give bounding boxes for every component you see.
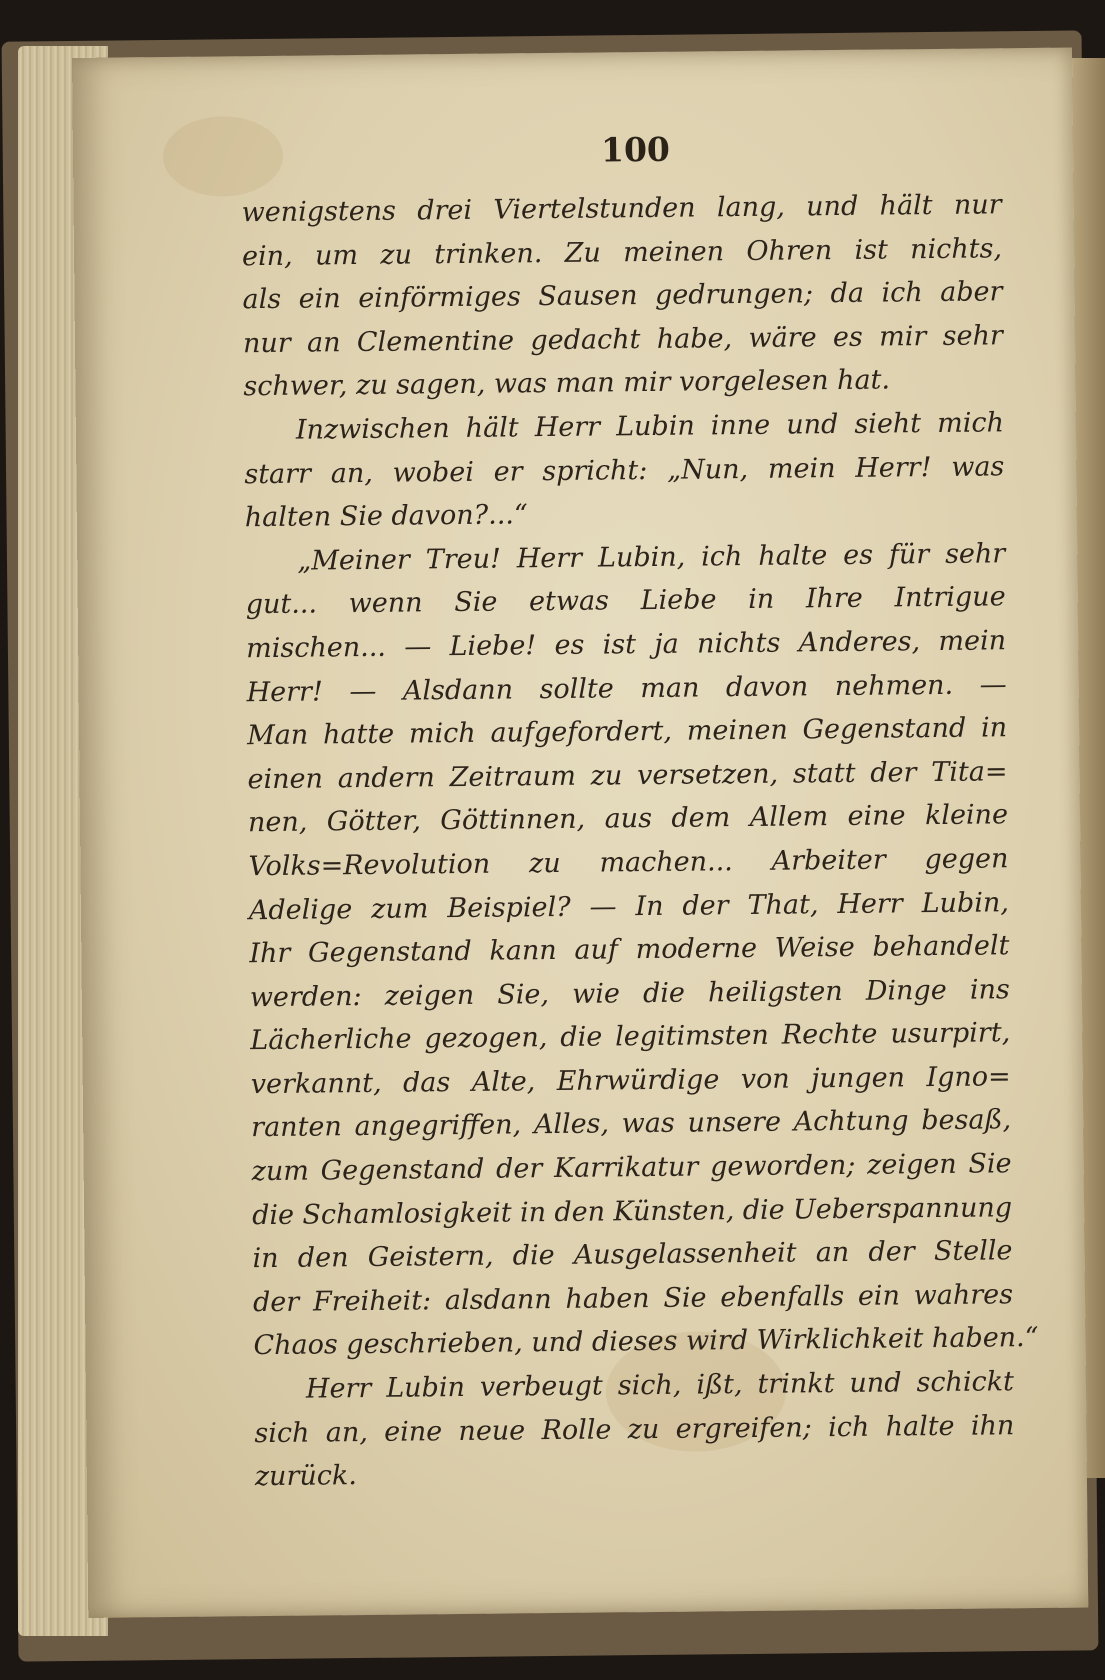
word: wenigstens — [241, 195, 397, 229]
word: zeigen — [867, 1148, 957, 1181]
word: Anderes, — [798, 626, 921, 659]
word: als — [242, 284, 282, 316]
word: versetzen, — [636, 758, 779, 791]
word: an, — [325, 1416, 368, 1449]
word: verkannt, — [250, 1067, 382, 1101]
word: Götter, — [326, 805, 422, 838]
word: kleine — [924, 799, 1009, 832]
word: hält — [879, 189, 933, 222]
word: gedacht — [530, 323, 641, 356]
word: gegen — [924, 843, 1009, 876]
word: Künsten, — [613, 1194, 735, 1228]
word: alsdann — [444, 1283, 552, 1317]
word: verbeugt — [479, 1370, 603, 1403]
word: und — [786, 408, 839, 441]
page-number: 100 — [600, 129, 671, 170]
word: aber — [940, 276, 1003, 309]
word: nur — [242, 327, 291, 360]
word: Arbeiter — [771, 844, 886, 877]
word: Zeitraum — [449, 760, 577, 793]
word: gut... — [245, 588, 318, 621]
word: um — [314, 239, 359, 272]
word: Ihre — [805, 583, 863, 615]
word: Ueberspannung — [792, 1191, 1013, 1226]
word: geworden; — [709, 1149, 856, 1183]
word: sieht — [854, 408, 922, 440]
word: zum — [370, 892, 429, 925]
word: werden: — [249, 980, 362, 1013]
word: — — [589, 890, 617, 923]
word: hält — [465, 412, 519, 444]
word: wäre — [748, 322, 817, 354]
word: mein — [767, 452, 836, 485]
word: Zu — [564, 237, 601, 269]
word: von — [740, 1063, 790, 1095]
word: den — [554, 1196, 606, 1228]
word: Viertelstunden — [493, 192, 696, 226]
word: Tita= — [931, 755, 1008, 788]
word: Karrikatur — [553, 1151, 699, 1185]
word: zum — [251, 1155, 310, 1188]
word: Volks=Revolution — [248, 848, 491, 883]
word: was — [951, 450, 1005, 483]
word: was — [621, 1108, 675, 1140]
word: Achtung — [793, 1105, 909, 1138]
word: und — [806, 190, 859, 223]
word: ranten — [251, 1111, 342, 1144]
word: That, — [747, 888, 819, 921]
word: mich — [408, 717, 476, 750]
word: Ohren — [746, 234, 833, 267]
word: ißt, — [696, 1369, 743, 1401]
word: in — [747, 584, 775, 616]
word: Ihr — [249, 937, 291, 970]
word: angegriffen, — [354, 1109, 522, 1143]
word: Gegenstand — [802, 712, 967, 746]
text-line: zurück. — [254, 1460, 358, 1493]
word: jungen — [811, 1062, 906, 1095]
word: Schamlosigkeit — [302, 1197, 512, 1231]
word: ebenfalls — [720, 1280, 845, 1314]
word: spricht: — [542, 454, 648, 487]
word: Herr — [534, 411, 601, 444]
word: halte — [885, 1410, 955, 1443]
word: der — [870, 756, 917, 789]
word: der — [682, 889, 729, 922]
word: Gegenstand — [320, 1153, 485, 1187]
page-sheet — [72, 48, 1088, 1618]
word: — — [404, 631, 432, 663]
word: drei — [417, 194, 473, 227]
word: Sie — [663, 1282, 707, 1314]
word: wobei — [392, 456, 475, 489]
word: usurpirt, — [890, 1017, 1011, 1050]
word: „Nun, — [667, 453, 749, 486]
word: in — [519, 1196, 547, 1229]
word: wahres — [913, 1279, 1014, 1312]
word: mein — [938, 625, 1007, 657]
word: nichts, — [909, 232, 1003, 265]
word: dem — [671, 802, 731, 835]
word: mir — [879, 320, 927, 353]
word: die — [512, 1240, 555, 1272]
word: zu — [528, 847, 561, 880]
word: und — [849, 1367, 902, 1399]
word: schickt — [916, 1366, 1014, 1399]
word: Weise — [774, 931, 855, 964]
word: meinen — [686, 714, 788, 747]
word: nen, — [247, 806, 308, 839]
word: „Meiner — [297, 544, 410, 577]
word: halte — [758, 539, 828, 572]
word: mich — [936, 407, 1005, 439]
word: Sausen — [538, 280, 638, 313]
word: eine — [847, 800, 906, 833]
word: in — [252, 1243, 279, 1275]
word: ich — [881, 277, 923, 309]
word: es — [554, 629, 585, 661]
word: ich — [827, 1411, 870, 1443]
word: gezogen, — [424, 1022, 548, 1055]
word: nehmen. — [834, 669, 954, 702]
text-line — [254, 1404, 1014, 1456]
word: Ausgelassenheit — [573, 1237, 797, 1272]
word: er — [493, 455, 523, 488]
word: aufgefordert, — [490, 715, 673, 749]
word: Sie, — [497, 978, 550, 1011]
word: nichts — [696, 627, 781, 660]
word: Stelle — [933, 1235, 1013, 1268]
word: Lubin — [615, 410, 695, 443]
word: besaß, — [921, 1104, 1012, 1137]
paper-stain — [163, 116, 284, 197]
word: der — [495, 1153, 543, 1185]
word: habe, — [656, 322, 733, 355]
word: ihn — [970, 1409, 1015, 1442]
word: Herr — [305, 1372, 372, 1405]
word: Herr — [837, 887, 903, 920]
text-line — [248, 794, 1008, 846]
word: heiligsten — [707, 975, 843, 1009]
word: inne — [710, 409, 771, 442]
text-line: schwer, zu sagen, was man mir vorgelesen hat. — [243, 364, 891, 403]
word: den — [297, 1242, 349, 1274]
word: sehr — [942, 320, 1004, 352]
word: Herr! — [855, 451, 932, 484]
word: hatte — [322, 718, 395, 751]
word: die — [560, 1021, 603, 1054]
word: Freiheit: — [312, 1285, 432, 1318]
word: davon — [725, 670, 809, 703]
word: an, — [330, 457, 373, 489]
word: etwas — [528, 585, 610, 618]
word: die — [251, 1199, 295, 1231]
word: nur — [953, 189, 1002, 221]
word: behandelt — [872, 930, 1010, 963]
word: Treu! — [425, 543, 502, 576]
word: Lubin — [386, 1371, 466, 1404]
word: Liebe! — [449, 630, 537, 663]
word: an — [815, 1237, 850, 1269]
word: haben — [565, 1282, 650, 1315]
word: Beispiel? — [447, 891, 571, 924]
word: zu — [590, 759, 623, 792]
word: Rechte — [781, 1018, 878, 1051]
word: Clementine — [356, 325, 515, 358]
word: — — [349, 675, 377, 707]
word: Alte, — [471, 1066, 536, 1098]
text-line: Chaos geschrieben, und dieses wird Wirklichkeit haben.“ — [253, 1322, 1039, 1362]
word: wenn — [348, 587, 423, 620]
word: zeigen — [384, 979, 475, 1012]
word: sich — [254, 1417, 310, 1449]
word: machen... — [599, 846, 733, 879]
word: Ehrwürdige — [556, 1064, 720, 1097]
word: — — [979, 668, 1007, 701]
word: in — [980, 712, 1008, 744]
word: Man — [246, 719, 309, 752]
word: der — [252, 1286, 300, 1319]
word: Alles, — [533, 1108, 610, 1141]
word: die — [742, 1194, 785, 1226]
word: ein — [857, 1280, 901, 1312]
word: statt — [792, 757, 856, 790]
word: einförmiges — [358, 281, 521, 315]
word: einen — [247, 763, 324, 795]
word: mischen... — [246, 631, 387, 665]
word: auf — [574, 934, 619, 966]
word: eine — [383, 1415, 443, 1448]
word: es — [842, 539, 874, 571]
word: Allem — [749, 801, 829, 834]
word: Herr — [516, 542, 583, 575]
word: für — [888, 538, 930, 571]
word: ergreifen; — [675, 1411, 812, 1445]
word: Gegenstand — [307, 935, 472, 969]
word: lang, — [716, 191, 786, 224]
word: der — [868, 1236, 915, 1268]
word: die — [642, 977, 686, 1009]
word: Geistern, — [367, 1240, 494, 1274]
word: meinen — [622, 235, 725, 268]
text-line: halten Sie davon?...“ — [244, 499, 528, 534]
word: es — [832, 321, 863, 353]
word: trinkt — [757, 1368, 835, 1400]
word: Lubin, — [597, 541, 686, 574]
word: starr — [244, 458, 312, 490]
word: Lubin, — [921, 886, 1010, 919]
word: sollte — [539, 672, 614, 705]
word: Alsdann — [402, 673, 514, 707]
word: gedrungen; — [654, 278, 814, 312]
word: aus — [604, 803, 653, 835]
word: das — [402, 1066, 451, 1099]
word: sehr — [944, 538, 1006, 570]
word: ein — [298, 283, 341, 315]
text-line — [245, 532, 1005, 584]
word: wie — [571, 978, 621, 1010]
text-line — [241, 183, 1001, 235]
word: da — [830, 277, 865, 310]
word: legitimsten — [615, 1020, 770, 1053]
word: man — [640, 671, 700, 704]
word: an — [306, 326, 341, 359]
word: trinken. — [434, 237, 543, 270]
word: zu — [380, 239, 413, 271]
word: ja — [654, 628, 679, 660]
word: Rolle — [541, 1414, 612, 1446]
word: Sie — [968, 1148, 1012, 1180]
word: unsere — [687, 1107, 782, 1140]
word: Lächerliche — [250, 1023, 412, 1057]
body-text — [241, 183, 1039, 1499]
text-line — [244, 445, 1004, 497]
word: Adelige — [248, 893, 353, 926]
word: andern — [337, 761, 435, 794]
word: moderne — [635, 932, 758, 966]
word: ist — [854, 234, 889, 266]
word: sich, — [617, 1369, 682, 1402]
word: Herr! — [246, 675, 324, 708]
word: Liebe — [640, 584, 717, 617]
word: Inzwischen — [295, 413, 450, 446]
word: In — [635, 890, 664, 922]
word: kann — [489, 935, 557, 967]
word: Dinge — [865, 974, 947, 1007]
word: Sie — [454, 586, 498, 619]
word: zu — [627, 1413, 660, 1445]
word: ist — [602, 629, 637, 661]
word: Igno= — [926, 1061, 1011, 1093]
word: Intrigue — [894, 581, 1006, 614]
word: ich — [701, 540, 743, 573]
word: Göttinnen, — [440, 803, 586, 837]
word: ein, — [241, 240, 293, 272]
word: ins — [969, 973, 1010, 1006]
word: neue — [458, 1414, 526, 1447]
